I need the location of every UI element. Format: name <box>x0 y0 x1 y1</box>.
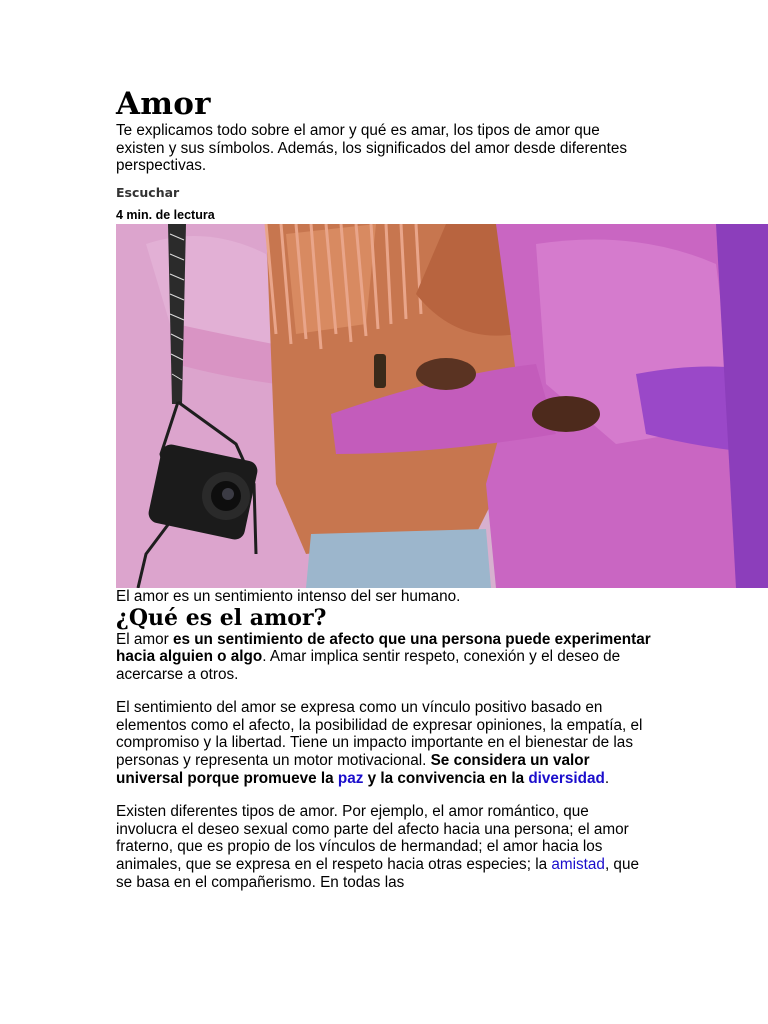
article-intro: Te explicamos todo sobre el amor y qué es amar, los tipos de amor que existen y sus símbolos. Además, los significados del amor desde diferentes perspectivas. <box>116 122 628 174</box>
section-heading: ¿Qué es el amor? <box>116 604 327 631</box>
read-time: 4 min. de lectura <box>116 207 215 222</box>
hero-image <box>116 224 768 588</box>
paragraph-2 <box>116 699 651 787</box>
p3-text-a: Existen diferentes tipos de amor. Por ejemplo, el amor romántico, que involucra el deseo sexual como parte del afecto hacia una persona; el amor fraterno, que es propio de los vínculos de hermandad; el amor hacia los animales, que se expresa en el respeto hacia otras especies; la <box>116 803 629 874</box>
listen-button[interactable]: Escuchar <box>116 184 180 200</box>
p1-text-c: . Amar implica sentir respeto, conexión y el deseo de acercarse a otros. <box>116 648 621 683</box>
paragraph-3 <box>116 803 651 891</box>
paz-link[interactable]: paz <box>337 769 364 787</box>
amistad-link[interactable]: amistad <box>551 856 605 874</box>
p2-text-a: El sentimiento del amor se expresa como un vínculo positivo basado en elementos como el afecto, la posibilidad de expresar opiniones, la empatía, el compromiso y la libertad. Tiene un impacto importante en el bienestar de las personas y representa un motor motivacional. <box>116 699 643 770</box>
p3-text-b: , que se basa en el compañerismo. En todas las <box>116 856 639 891</box>
article <box>116 86 768 907</box>
p2-text-d: . <box>604 769 610 787</box>
article-title: Amor <box>116 86 211 122</box>
paragraph-1 <box>116 631 651 684</box>
p1-text-a: El amor <box>116 630 173 648</box>
p1-bold: es un sentimiento de afecto que una persona puede experimentar hacia alguien o algo <box>116 630 651 666</box>
image-caption: El amor es un sentimiento intenso del ser humano. <box>116 587 461 605</box>
p2-bold-c: y la convivencia en la <box>363 769 529 787</box>
diversidad-link[interactable]: diversidad <box>528 769 605 787</box>
p2-bold-a: Se considera un valor universal porque promueve la <box>116 752 590 787</box>
